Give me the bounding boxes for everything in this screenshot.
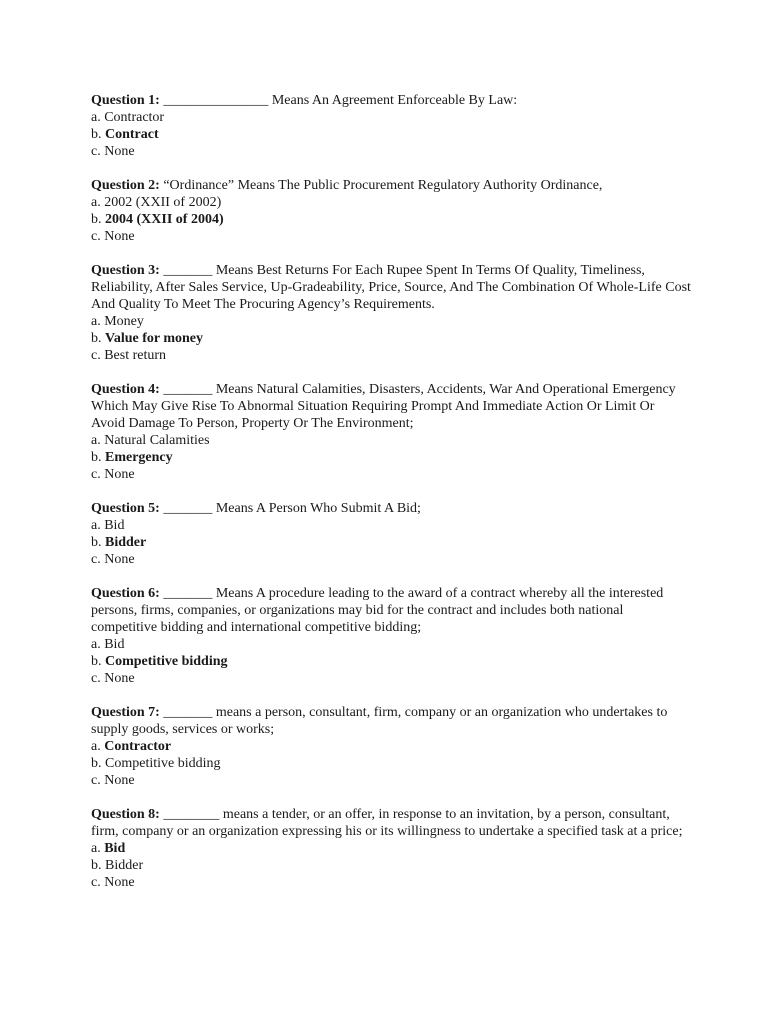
question-text: _______ Means A procedure leading to the award of a contract whereby all the interested persons, firms, companies, or organizations may bid for the contract and includes both national competitive bidding and international competitive bidding;: [91, 586, 664, 635]
option-c: [91, 466, 691, 483]
option-text: Best return: [104, 348, 167, 363]
option-prefix: c.: [91, 144, 105, 159]
option-text: Contractor: [104, 739, 172, 754]
option-prefix: a.: [91, 841, 105, 856]
question-stem: [91, 262, 691, 313]
option-text: None: [104, 467, 135, 482]
question-stem: [91, 704, 691, 738]
question-3: [91, 262, 691, 364]
option-b: [91, 449, 691, 466]
option-prefix: c.: [91, 552, 105, 567]
option-a: [91, 109, 691, 126]
question-label: Question 1:: [91, 93, 160, 108]
option-c: [91, 347, 691, 364]
option-a: [91, 194, 691, 211]
option-prefix: a.: [91, 110, 105, 125]
question-label: Question 3:: [91, 263, 160, 278]
option-prefix: b.: [91, 450, 105, 465]
option-text: Contract: [105, 127, 159, 142]
question-text: _______ Means Best Returns For Each Rupee Spent In Terms Of Quality, Timeliness, Reliability, After Sales Service, Up-Gradeability, Price, Source, And The Combination Of Whole-Life Cost And Quality To Meet The Procuring Agency’s Requirements.: [91, 263, 691, 312]
option-a: [91, 313, 691, 330]
question-text: ________ means a tender, or an offer, in response to an invitation, by a person, consultant, firm, company or an organization expressing his or its willingness to undertake a specified task at a price;: [91, 807, 683, 839]
question-label: Question 2:: [91, 178, 160, 193]
question-stem: [91, 585, 691, 636]
option-c: [91, 228, 691, 245]
option-b: [91, 755, 691, 772]
option-text: None: [104, 229, 135, 244]
option-a: [91, 840, 691, 857]
document-page: [91, 92, 691, 908]
question-label: Question 6:: [91, 586, 160, 601]
question-label: Question 4:: [91, 382, 160, 397]
question-text: _______ Means Natural Calamities, Disasters, Accidents, War And Operational Emergency Which May Give Rise To Abnormal Situation Requiring Prompt And Immediate Action Or Limit Or Avoid Damage To Person, Property Or The Environment;: [91, 382, 676, 431]
option-text: Competitive bidding: [105, 654, 228, 669]
option-text: None: [104, 144, 135, 159]
option-prefix: b.: [91, 535, 105, 550]
option-a: [91, 432, 691, 449]
question-5: [91, 500, 691, 568]
option-b: [91, 126, 691, 143]
question-2: [91, 177, 691, 245]
question-stem: [91, 92, 691, 109]
option-a: [91, 517, 691, 534]
option-prefix: a.: [91, 314, 105, 329]
option-a: [91, 636, 691, 653]
option-b: [91, 330, 691, 347]
option-b: [91, 211, 691, 228]
option-text: None: [104, 552, 135, 567]
question-label: Question 5:: [91, 501, 160, 516]
option-text: Bidder: [105, 858, 144, 873]
option-prefix: a.: [91, 637, 105, 652]
option-prefix: a.: [91, 195, 105, 210]
option-b: [91, 534, 691, 551]
question-label: Question 7:: [91, 705, 160, 720]
option-text: Contractor: [104, 110, 165, 125]
question-text: “Ordinance” Means The Public Procurement Regulatory Authority Ordinance,: [159, 178, 603, 193]
option-c: [91, 143, 691, 160]
option-prefix: b.: [91, 654, 105, 669]
option-text: Bidder: [105, 535, 147, 550]
option-b: [91, 653, 691, 670]
option-text: None: [104, 773, 135, 788]
question-label: Question 8:: [91, 807, 160, 822]
option-text: Money: [104, 314, 144, 329]
option-prefix: c.: [91, 348, 105, 363]
question-6: [91, 585, 691, 687]
option-text: 2004 (XXII of 2004): [105, 212, 224, 227]
option-text: Bid: [104, 841, 126, 856]
option-text: Competitive bidding: [105, 756, 221, 771]
option-prefix: b.: [91, 331, 105, 346]
question-stem: [91, 177, 691, 194]
option-prefix: a.: [91, 433, 105, 448]
option-prefix: b.: [91, 127, 105, 142]
question-stem: [91, 806, 691, 840]
option-b: [91, 857, 691, 874]
option-prefix: c.: [91, 467, 105, 482]
option-text: Bid: [104, 518, 125, 533]
question-7: [91, 704, 691, 789]
question-1: [91, 92, 691, 160]
option-prefix: c.: [91, 671, 105, 686]
question-stem: [91, 381, 691, 432]
option-a: [91, 738, 691, 755]
option-text: Natural Calamities: [104, 433, 210, 448]
option-prefix: a.: [91, 739, 105, 754]
option-text: 2002 (XXII of 2002): [104, 195, 222, 210]
question-text: _______ Means A Person Who Submit A Bid;: [159, 501, 421, 516]
option-prefix: c.: [91, 229, 105, 244]
option-text: Value for money: [105, 331, 203, 346]
option-c: [91, 874, 691, 891]
option-text: Emergency: [105, 450, 173, 465]
option-c: [91, 772, 691, 789]
question-text: _______ means a person, consultant, firm, company or an organization who undertakes to supply goods, services or works;: [91, 705, 668, 737]
option-c: [91, 670, 691, 687]
option-prefix: c.: [91, 875, 105, 890]
question-8: [91, 806, 691, 891]
option-c: [91, 551, 691, 568]
option-text: None: [104, 875, 135, 890]
option-text: Bid: [104, 637, 125, 652]
question-4: [91, 381, 691, 483]
option-text: None: [104, 671, 135, 686]
question-text: _______________ Means An Agreement Enforceable By Law:: [159, 93, 518, 108]
option-prefix: b.: [91, 212, 105, 227]
option-prefix: a.: [91, 518, 105, 533]
question-stem: [91, 500, 691, 517]
option-prefix: c.: [91, 773, 105, 788]
option-prefix: b.: [91, 858, 105, 873]
option-prefix: b.: [91, 756, 105, 771]
